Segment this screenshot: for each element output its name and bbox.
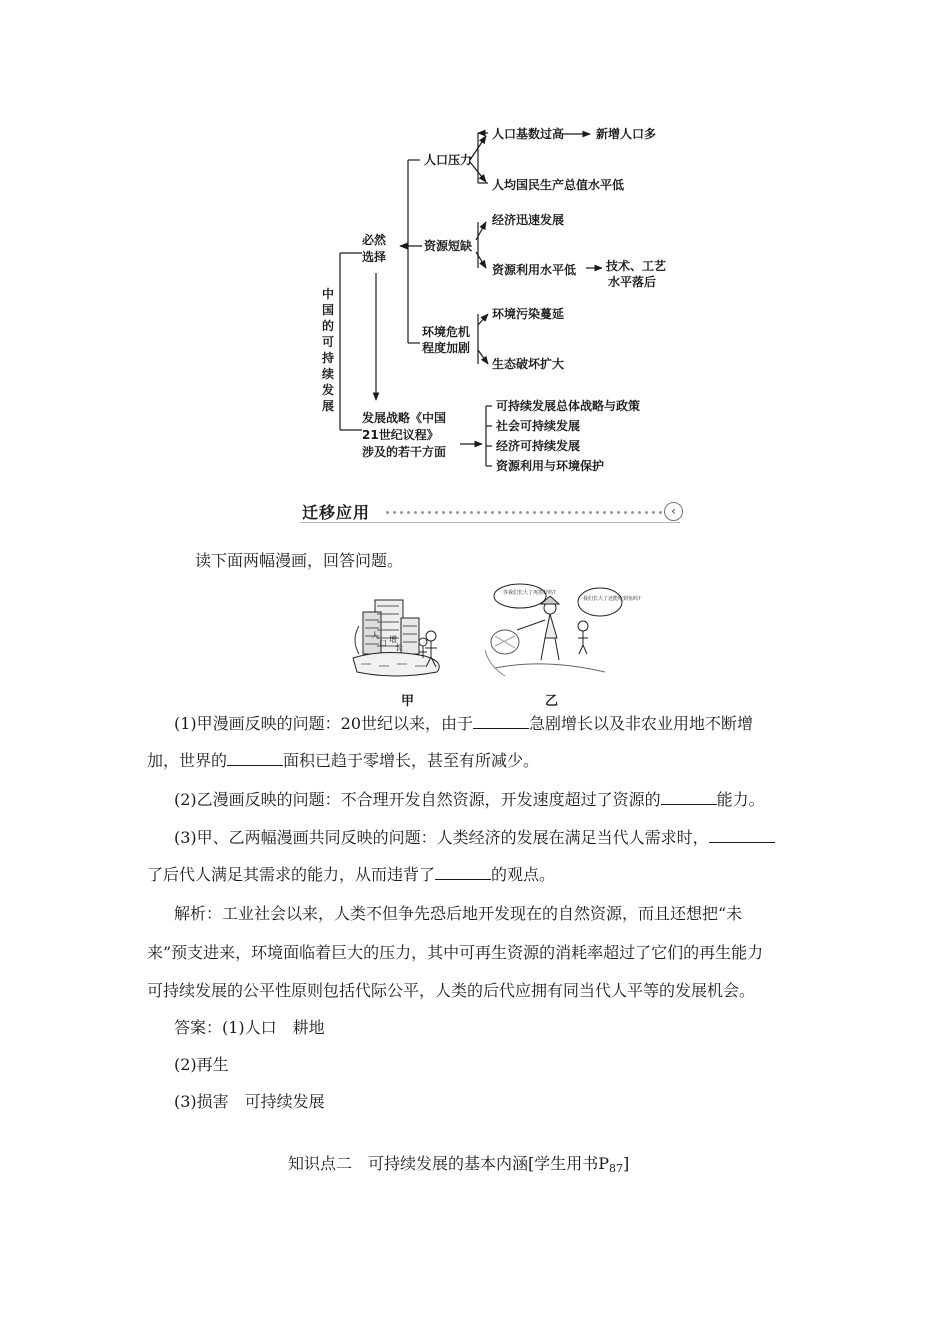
question-1-line-2 (147, 751, 539, 771)
aspect-item: 社会可持续发展 (496, 419, 581, 433)
resource-shortage: 资源短缺 (424, 239, 473, 253)
chevron-left-icon: ‹ (664, 502, 683, 521)
necessity-label-1: 必然 (362, 233, 387, 247)
jia-text-3: 增 (389, 635, 397, 644)
intro-text: 读下面两幅漫画，回答问题。 (195, 551, 404, 570)
section-divider (300, 522, 680, 523)
heading-page-sub: 87 (609, 1162, 624, 1175)
question-3-line-1 (174, 828, 775, 848)
aspect-item: 经济可持续发展 (496, 439, 581, 453)
aspect-item: 可持续发展总体战略与政策 (496, 399, 641, 413)
cartoon-label-yi: 乙 (545, 694, 559, 709)
root-char: 的 (322, 319, 335, 333)
cartoon-images (345, 580, 645, 690)
q1-text-d: 面积已趋于零增长，甚至有所减少。 (283, 751, 540, 770)
answer-blank (661, 790, 717, 805)
q1-text-c: 加，世界的 (147, 751, 228, 770)
answer-blank (435, 865, 491, 880)
answer-line-1: 答案：(1)人口 耕地 (174, 1018, 325, 1037)
analysis-line-2: 来”预支进来，环境面临着巨大的压力，其中可再生资源的消耗率超过了它们的再生能力 (147, 943, 764, 962)
root-char: 展 (322, 399, 335, 413)
q3-text-c: 的观点。 (491, 865, 556, 884)
ecology: 生态破坏扩大 (492, 357, 565, 371)
root-char: 国 (322, 303, 335, 317)
env-crisis-1: 环境危机 (422, 325, 471, 339)
q3-text-a: (3)甲、乙两幅漫画共同反映的问题：人类经济的发展在满足当代人需求时， (174, 828, 709, 847)
bubble-1: 等我们长大了再捞好吗? (503, 590, 556, 596)
root-char: 发 (322, 383, 335, 397)
strategy-2: 21世纪议程》 (362, 428, 439, 442)
gnp-low: 人均国民生产总值水平低 (492, 178, 625, 192)
q2-text-b: 能力。 (716, 790, 765, 809)
section-title: 迁移应用 (302, 503, 371, 522)
analysis-line-3: 可持续发展的公平性原则包括代际公平，人类的后代应拥有同当代人平等的发展机会。 (147, 981, 756, 1000)
root-char: 可 (322, 335, 335, 349)
q3-text-b: 了后代人满足其需求的能力，从而违背了 (147, 865, 436, 884)
heading-main: 知识点二 可持续发展的基本内涵[学生用书P (288, 1154, 610, 1173)
bubble-2: 我们长大了还能吃到鱼吗? (583, 596, 641, 602)
root-char: 持 (322, 351, 335, 365)
answer-line-3: (3)损害 可持续发展 (174, 1092, 325, 1111)
aspect-item: 资源利用与环境保护 (496, 459, 605, 473)
jia-text-2: 口 (379, 639, 387, 648)
question-3-line-2 (147, 865, 555, 885)
strategy-3: 涉及的若干方面 (362, 445, 447, 459)
pollution: 环境污染蔓延 (492, 307, 565, 321)
env-crisis-2: 程度加剧 (422, 341, 471, 355)
resource-use-low: 资源利用水平低 (492, 263, 577, 277)
root-char: 中 (322, 287, 335, 301)
pop-base-high: 人口基数过高 (492, 127, 565, 141)
diagram-root-label (321, 286, 334, 413)
econ-fast: 经济迅速发展 (492, 213, 565, 227)
answer-line-2: (2)再生 (174, 1055, 229, 1074)
cartoon-label-jia: 甲 (401, 694, 415, 709)
knowledge-point-heading (288, 1154, 629, 1179)
question-2 (174, 790, 765, 810)
heading-end: ] (623, 1154, 630, 1173)
new-pop-many: 新增人口多 (596, 127, 657, 141)
answer-blank (473, 714, 529, 729)
section-header (300, 499, 685, 525)
jia-text-1: 人 (371, 631, 379, 640)
tech-lag-2: 水平落后 (608, 275, 657, 289)
tech-lag-1: 技术、工艺 (606, 259, 667, 273)
jia-text-4: 长 (395, 643, 403, 652)
population-pressure: 人口压力 (424, 153, 473, 167)
q2-text-a: (2)乙漫画反映的问题：不合理开发自然资源，开发速度超过了资源的 (174, 790, 661, 809)
root-char: 续 (322, 367, 335, 381)
answer-blank (227, 751, 283, 766)
question-1-line-1 (174, 714, 753, 734)
concept-diagram (300, 118, 700, 488)
q1-text-b: 急剧增长以及非农业用地不断增 (529, 714, 754, 733)
section-dots (384, 511, 666, 514)
strategy-1: 发展战略《中国 (362, 411, 447, 425)
analysis-line-1: 解析：工业社会以来，人类不但争先恐后地开发现在的自然资源，而且还想把“未 (174, 904, 743, 923)
answer-blank (709, 828, 775, 843)
q1-text-a: (1)甲漫画反映的问题：20世纪以来，由于 (174, 714, 474, 733)
necessity-label-2: 选择 (362, 250, 387, 264)
